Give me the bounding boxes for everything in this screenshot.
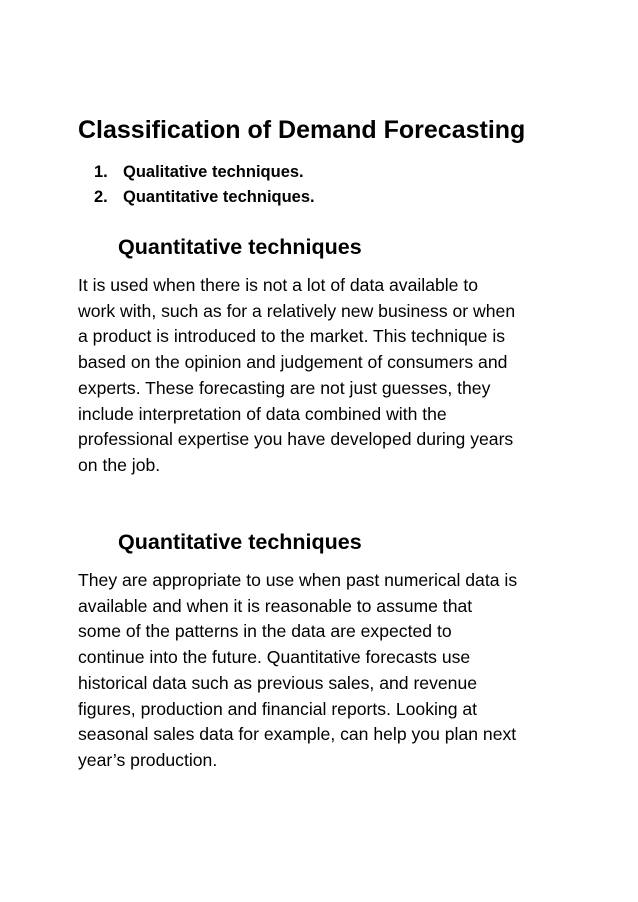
section-heading: Quantitative techniques: [118, 530, 362, 554]
paragraph-line: work with, such as for a relatively new business or when: [78, 300, 516, 321]
paragraph-line: It is used when there is not a lot of data available to: [78, 275, 479, 295]
paragraph-line: based on the opinion and judgement of consumers and: [78, 352, 508, 373]
list-item-label: Qualitative techniques.: [123, 163, 304, 181]
paragraph-line: professional expertise you have developed during years: [78, 429, 514, 450]
paragraph-line: available and when it is reasonable to assume that: [78, 595, 473, 616]
paragraph-line: experts. These forecasting are not just guesses, they: [78, 377, 491, 398]
paragraph-line: figures, production and financial reports. Looking at: [78, 698, 478, 719]
paragraph-line: include interpretation of data combined with the: [78, 403, 447, 424]
paragraph-line: They are appropriate to use when past numerical data is: [78, 570, 518, 590]
section-paragraph: [78, 273, 568, 479]
list-item: [94, 185, 315, 210]
classification-list: [94, 160, 315, 210]
list-item-number: 2.: [94, 188, 108, 206]
paragraph-line: historical data such as previous sales, and revenue: [78, 672, 478, 693]
section-paragraph: [78, 568, 568, 774]
paragraph-line: continue into the future. Quantitative forecasts use: [78, 647, 471, 668]
list-item: [94, 160, 315, 185]
paragraph-line: some of the patterns in the data are expected to: [78, 621, 452, 642]
paragraph-line: seasonal sales data for example, can help you plan next: [78, 724, 517, 745]
paragraph-line: on the job.: [78, 454, 161, 475]
list-item-number: 1.: [94, 163, 108, 181]
list-item-label: Quantitative techniques.: [123, 188, 315, 206]
paragraph-line: year’s production.: [78, 749, 218, 770]
page-title: Classification of Demand Forecasting: [78, 116, 526, 144]
section-heading: Quantitative techniques: [118, 235, 362, 259]
paragraph-line: a product is introduced to the market. This technique is: [78, 326, 506, 347]
